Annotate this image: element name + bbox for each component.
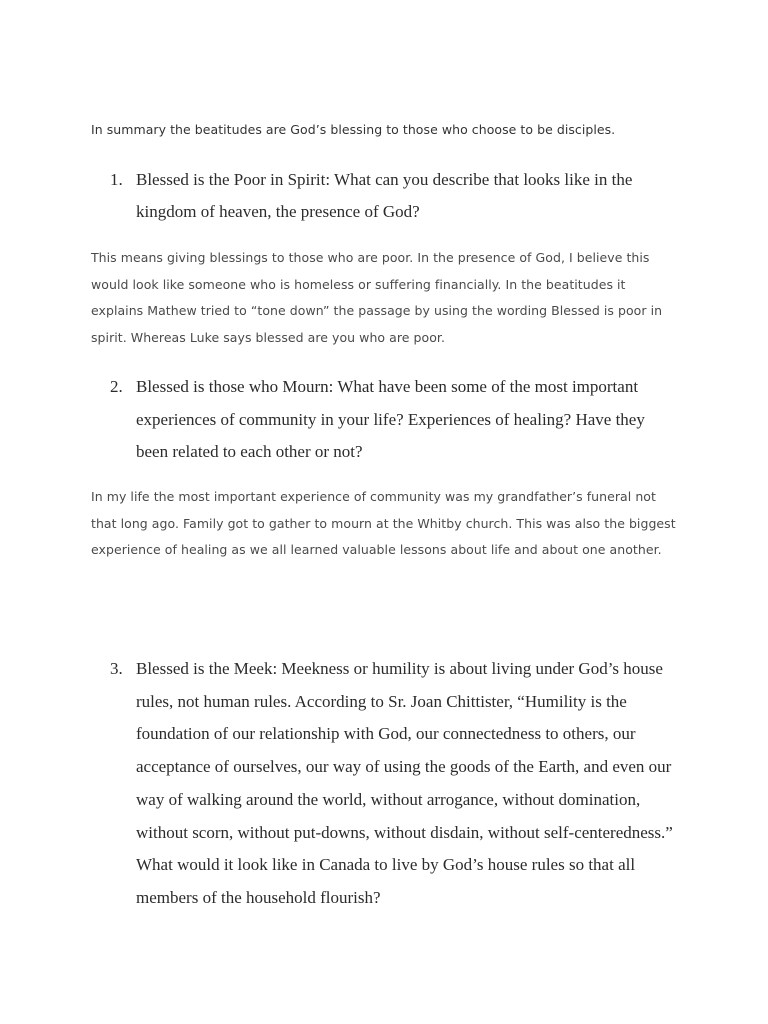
- question-3-text: Blessed is the Meek: Meekness or humility is about living under God’s house rules, not human rules. According to Sr. Joan Chittister, “Humility is the foundation of our relationship with God, our connectedness to others, our acceptance of ourselves, our way of using the goods of the Earth, and even our way of walking around the world, without arrogance, without domination, without scorn, without put-downs, without disdain, without self-centeredness.” What would it look like in Canada to live by God’s house rules so that all members of the household flourish?: [136, 659, 673, 907]
- question-3-number: 3.: [110, 659, 123, 678]
- question-2-number: 2.: [110, 377, 123, 396]
- answer-1-paragraph: This means giving blessings to those who are poor. In the presence of God, I believe this would look like someone who is homeless or suffering financially. In the beatitudes it explains Mathew tried to “tone down” the passage by using the wording Blessed is poor in spirit. Whereas Luke says blessed are you who are poor.: [91, 250, 663, 345]
- question-1-text: Blessed is the Poor in Spirit: What can you describe that looks like in the kingdom of heaven, the presence of God?: [136, 170, 633, 221]
- question-2-text: Blessed is those who Mourn: What have been some of the most important experiences of community in your life? Experiences of healing? Have they been related to each other or not?: [136, 377, 645, 461]
- question-3: [110, 653, 675, 915]
- question-2: [110, 371, 675, 469]
- answer-2-paragraph: In my life the most important experience of community was my grandfather’s funeral not that long ago. Family got to gather to mourn at the Whitby church. This was also the biggest experience of healing as we all learned valuable lessons about life and about one another.: [91, 489, 676, 557]
- question-1-number: 1.: [110, 170, 123, 189]
- question-1: [110, 164, 675, 228]
- intro-paragraph: In summary the beatitudes are God’s blessing to those who choose to be disciples.: [91, 122, 616, 137]
